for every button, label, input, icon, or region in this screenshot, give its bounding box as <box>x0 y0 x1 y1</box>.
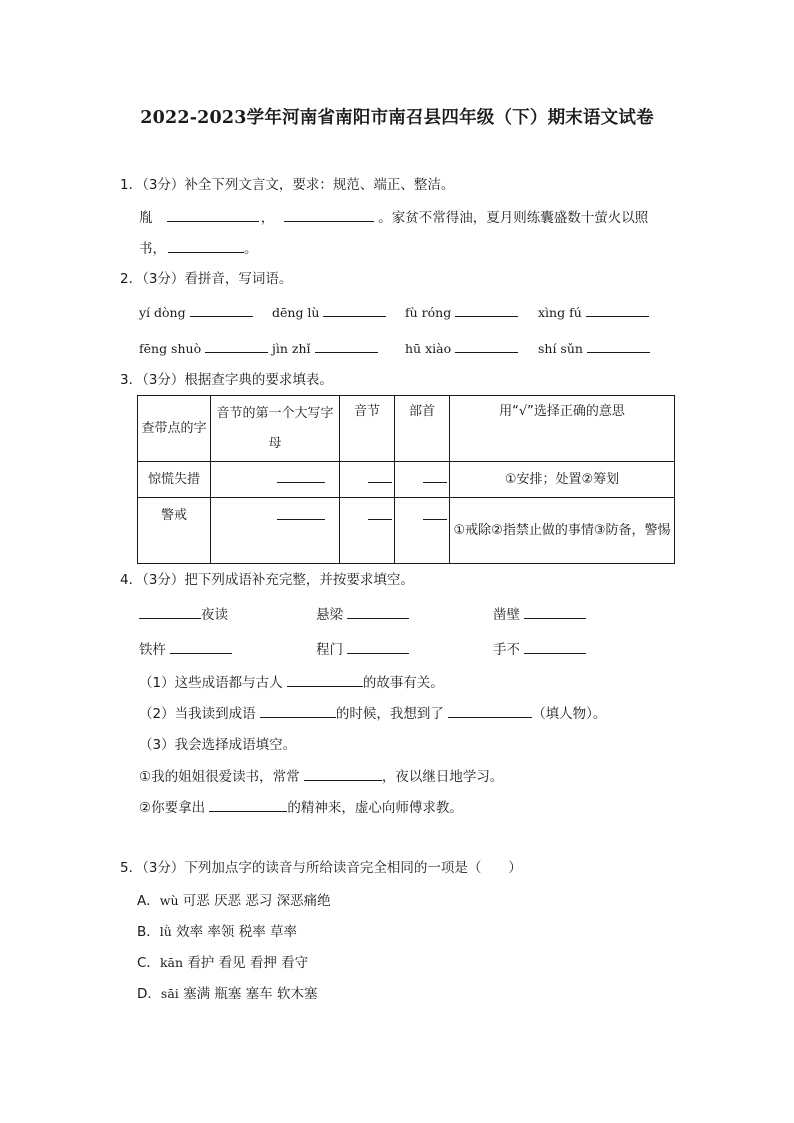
table-cell-blank[interactable] <box>395 462 450 498</box>
q1-text: 。家贫不常得油，夏月则练囊盛数十萤火以照 <box>378 210 649 226</box>
q4-sub1: （1）这些成语都与古人 的故事有关。 <box>139 672 444 693</box>
answer-blank[interactable] <box>170 639 232 654</box>
table-header: 部首 <box>395 396 450 462</box>
pinyin-item: jìn zhǐ <box>272 338 378 359</box>
table-cell-blank[interactable] <box>340 462 395 498</box>
idiom-item: 凿壁 <box>493 604 586 625</box>
table-cell-meaning: ①戒除②指禁止做的事情③防备，警惕 <box>450 498 675 564</box>
q4-fill1: ①我的姐姐很爱读书，常常 ，夜以继日地学习。 <box>139 766 503 787</box>
option-d[interactable]: D．sāi 塞满 瓶塞 塞车 软木塞 <box>137 986 318 1002</box>
page-title: 2022-2023学年河南省南阳市南召县四年级（下）期末语文试卷 <box>140 108 654 128</box>
answer-blank[interactable] <box>455 338 518 353</box>
table-header: 音节 <box>340 396 395 462</box>
table-cell-blank[interactable] <box>211 462 340 498</box>
q1-period: 。 <box>244 241 258 257</box>
q1-line1 <box>139 207 648 228</box>
table-cell-meaning: ①安排；处置②筹划 <box>450 462 675 498</box>
idiom-item: 夜读 <box>139 604 228 625</box>
answer-blank[interactable] <box>209 797 287 812</box>
idiom-item: 程门 <box>316 639 409 660</box>
idiom-item: 铁杵 <box>139 639 232 660</box>
answer-blank[interactable] <box>524 639 586 654</box>
answer-blank[interactable] <box>586 302 649 317</box>
pinyin-item: dēng lù <box>272 302 386 323</box>
answer-blank[interactable] <box>587 338 650 353</box>
table-row <box>138 462 675 498</box>
answer-blank[interactable] <box>315 338 378 353</box>
answer-blank[interactable] <box>260 703 336 718</box>
pinyin-item: yí dòng <box>139 302 253 323</box>
q4-sub2: （2）当我读到成语 的时候，我想到了 （填人物）。 <box>139 703 606 724</box>
answer-blank[interactable] <box>284 207 374 222</box>
q1-text2: 书， <box>139 241 166 257</box>
answer-blank[interactable] <box>304 766 382 781</box>
option-b[interactable]: B．lǜ 效率 率领 税率 草率 <box>137 924 297 940</box>
option-c[interactable]: C．kān 看护 看见 看押 看守 <box>137 955 309 971</box>
pinyin-item: fù róng <box>405 302 518 323</box>
table-header: 音节的第一个大写字母 <box>211 396 340 462</box>
table-cell-word: 警戒 <box>138 498 211 564</box>
answer-blank[interactable] <box>347 604 409 619</box>
answer-blank[interactable] <box>287 672 363 687</box>
q1-comma: ， <box>260 210 275 226</box>
q1-line2 <box>139 238 258 259</box>
q3-stem: 3．（3分）根据查字典的要求填表。 <box>120 372 333 388</box>
answer-blank[interactable] <box>347 639 409 654</box>
answer-blank[interactable] <box>139 604 201 619</box>
answer-blank[interactable] <box>448 703 532 718</box>
answer-blank[interactable] <box>205 338 268 353</box>
q4-fill2: ②你要拿出 的精神来，虚心向师傅求教。 <box>139 797 463 818</box>
pinyin-item: xìng fú <box>538 302 649 323</box>
pinyin-item: shí sǔn <box>538 338 650 359</box>
dictionary-table <box>137 395 675 564</box>
answer-blank[interactable] <box>167 207 259 222</box>
q2-stem: 2．（3分）看拼音，写词语。 <box>120 271 293 287</box>
pinyin-item: hū xiào <box>405 338 518 359</box>
q4-sub3: （3）我会选择成语填空。 <box>139 737 297 753</box>
q5-stem: 5．（3分）下列加点字的读音与所给读音完全相同的一项是（ ） <box>120 860 522 876</box>
table-header: 用“√”选择正确的意思 <box>450 396 675 462</box>
table-cell-word: 惊慌失措 <box>138 462 211 498</box>
table-row <box>138 498 675 564</box>
idiom-item: 悬梁 <box>316 604 409 625</box>
pinyin-item: fēng shuò <box>139 338 268 359</box>
answer-blank[interactable] <box>168 238 244 253</box>
q4-stem: 4．（3分）把下列成语补充完整，并按要求填空。 <box>120 572 414 588</box>
answer-blank[interactable] <box>323 302 386 317</box>
table-cell-blank[interactable] <box>340 498 395 564</box>
table-cell-blank[interactable] <box>395 498 450 564</box>
table-cell-blank[interactable] <box>211 498 340 564</box>
q1-char: 胤 <box>139 210 153 226</box>
option-a[interactable]: A．wù 可恶 厌恶 恶习 深恶痛绝 <box>137 893 331 909</box>
answer-blank[interactable] <box>190 302 253 317</box>
answer-blank[interactable] <box>455 302 518 317</box>
q1-stem: 1．（3分）补全下列文言文，要求：规范、端正、整洁。 <box>120 177 455 193</box>
answer-blank[interactable] <box>524 604 586 619</box>
idiom-item: 手不 <box>493 639 586 660</box>
table-header: 查带点的字 <box>138 396 211 462</box>
